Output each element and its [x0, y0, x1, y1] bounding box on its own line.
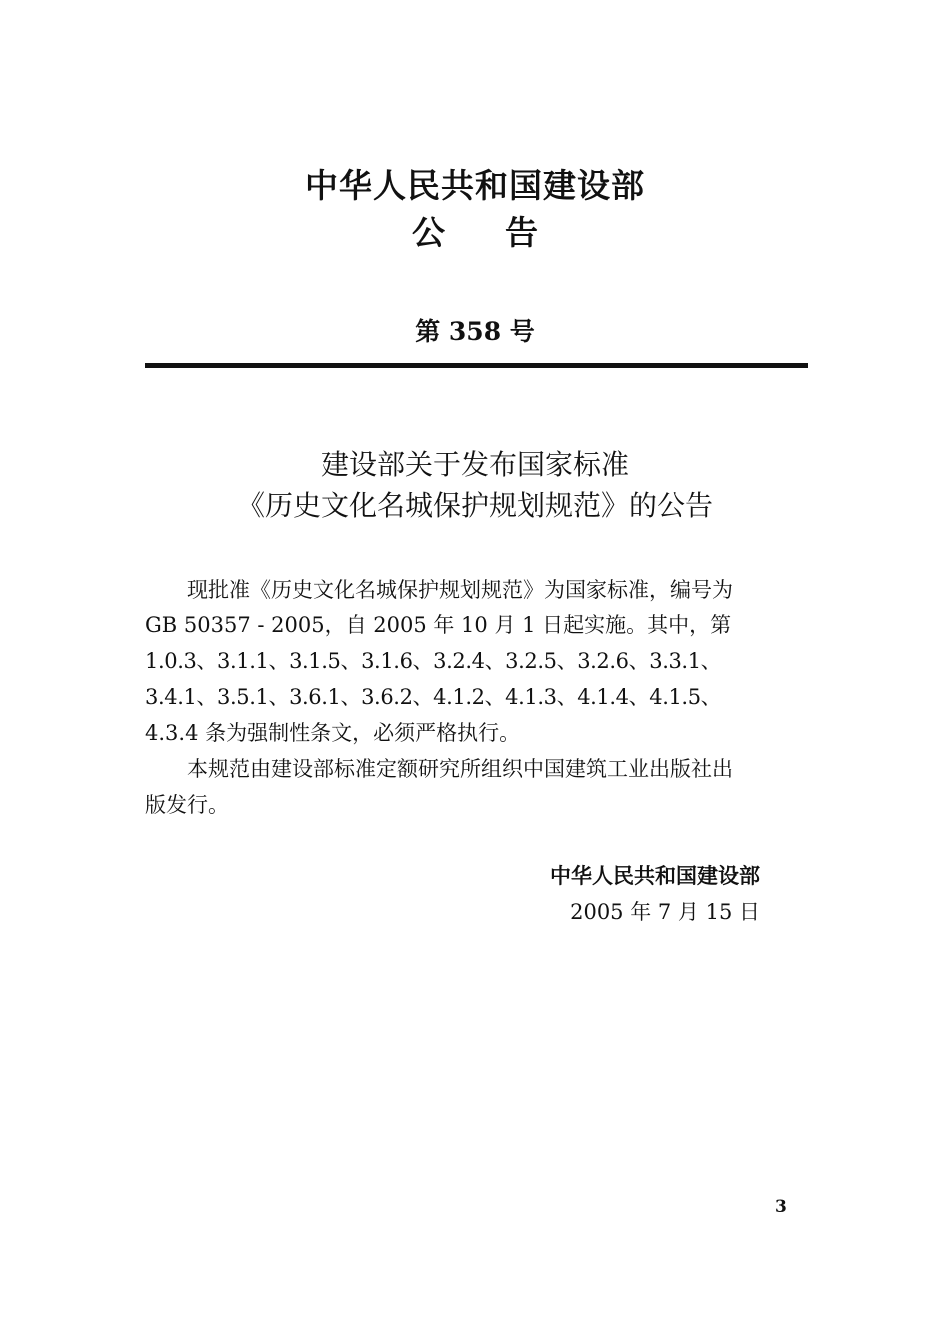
page-number: 3 [775, 1197, 787, 1217]
title-line-2: 《历史文化名城保护规划规范》的公告 [236, 489, 713, 522]
body-line-3: 1.0.3、3.1.1、3.1.5、3.1.6、3.2.4、3.2.5、3.2.6、3.3.1、 [145, 649, 722, 673]
body-line-1: 现批准《历史文化名城保护规划规范》为国家标准，编号为 [187, 578, 733, 602]
body-line-6: 本规范由建设部标准定额研究所组织中国建筑工业出版社出 [187, 757, 733, 781]
body-line-4: 3.4.1、3.5.1、3.6.1、3.6.2、4.1.2、4.1.3、4.1.4、4.1.5、 [145, 685, 722, 709]
document-type-heading: 公告 [412, 213, 598, 252]
title-line-1: 建设部关于发布国家标准 [320, 448, 629, 481]
issuer-heading: 中华人民共和国建设部 [305, 166, 645, 205]
body-line-7: 版发行。 [145, 793, 229, 817]
horizontal-divider [145, 363, 808, 368]
body-line-2: GB 50357 - 2005，自 2005 年 10 月 1 日起实施。其中，第 [145, 613, 732, 637]
announcement-number: 第 358 号 [415, 317, 535, 346]
signature-date: 2005 年 7 月 15 日 [570, 900, 760, 924]
signature-issuer: 中华人民共和国建设部 [550, 864, 760, 888]
body-line-5: 4.3.4 条为强制性条文，必须严格执行。 [145, 721, 521, 745]
